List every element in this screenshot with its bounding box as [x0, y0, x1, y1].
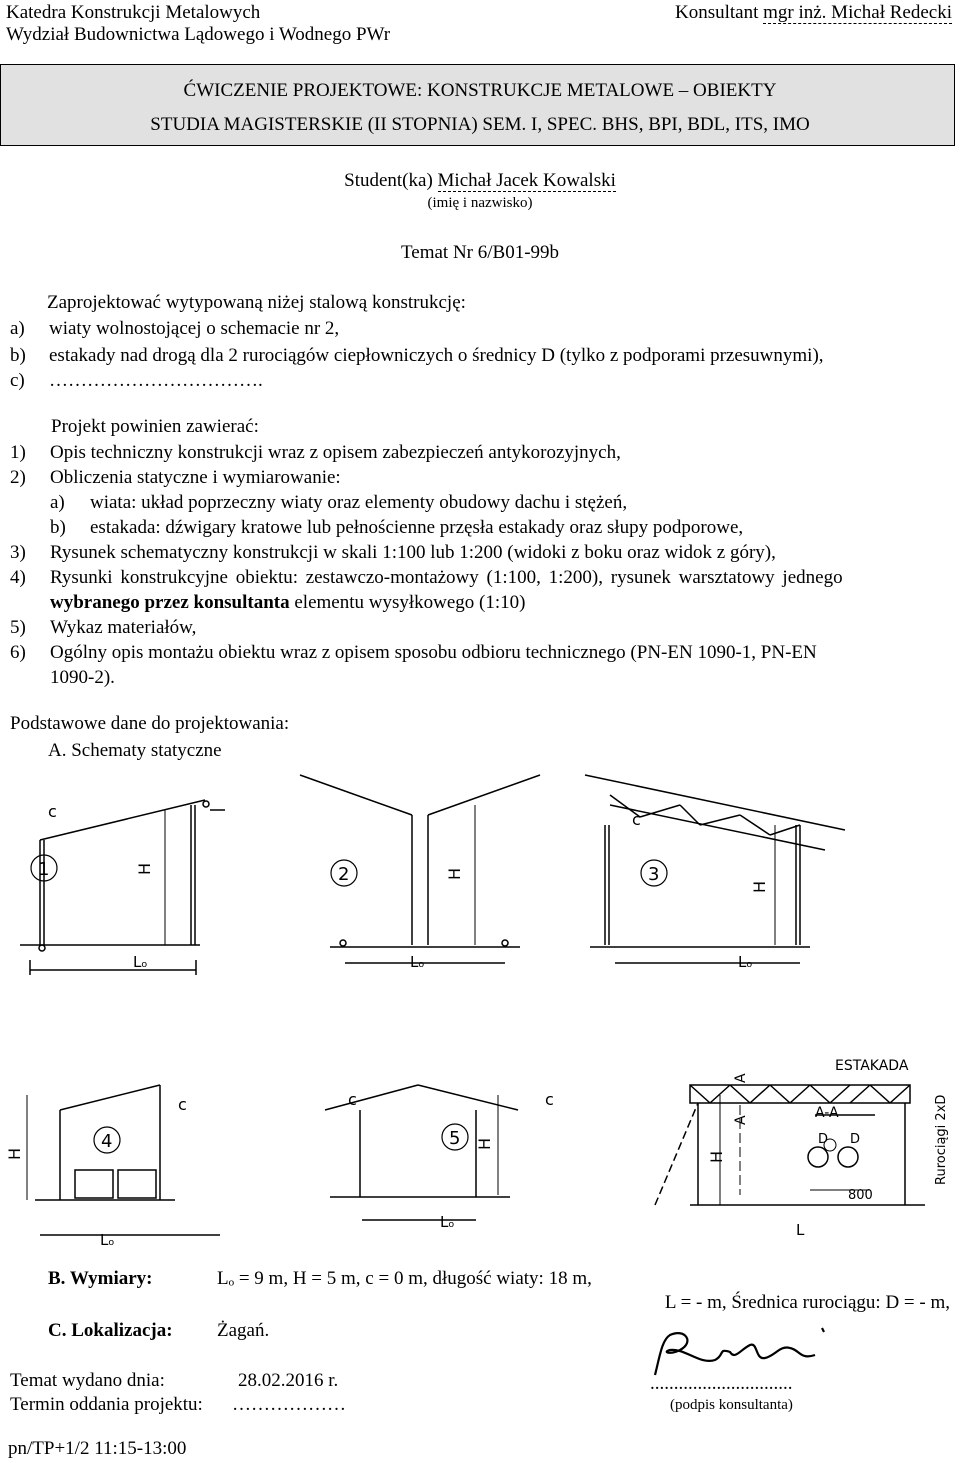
project-subitem: b) estakada: dźwigary kratowe lub pełnościenne przęsła estakady oraz słupy podporowe, [50, 517, 744, 538]
topic-number: Temat Nr 6/B01-99b [400, 242, 560, 263]
due-value: ……………… [232, 1394, 346, 1415]
estakada-title: ESTAKADA [835, 1058, 909, 1074]
scheme-5 [325, 1085, 554, 1231]
label-c: c [348, 1090, 357, 1109]
project-item: 4) Rysunki konstrukcyjne obiektu: zestawczo-montażowy (1:100, 1:200), rysunek warsztatowy jednego [10, 567, 843, 588]
project-item-cont: 1090-2). [50, 667, 115, 688]
label-h: H [135, 862, 154, 875]
scheme-1 [20, 800, 225, 975]
scheme-4 [5, 1085, 220, 1249]
section-mark-a: A [733, 1073, 749, 1083]
task-item: c) ……………………………. [10, 370, 263, 391]
consultant-name: mgr inż. Michał Redecki [763, 2, 952, 23]
label-c: c [545, 1090, 554, 1109]
task-item: a) wiaty wolnostojącej o schemacie nr 2, [10, 318, 340, 339]
project-subitem: a) wiata: układ poprzeczny wiaty oraz elementy obudowy dachu i stężeń, [50, 492, 628, 513]
pipes-label: Rurociągi 2xD [934, 1094, 949, 1185]
project-item-cont: wybranego przez konsultanta elementu wysyłkowego (1:10) [50, 592, 526, 613]
dims-text: Lₒ = 9 m, H = 5 m, c = 0 m, długość wiaty: 18 m, [217, 1268, 592, 1289]
location-value: Żagań. [217, 1320, 270, 1341]
section-mark-a: A [733, 1115, 749, 1125]
basics-subheading: A. Schematy statyczne [48, 740, 222, 761]
label-l: L [796, 1221, 805, 1239]
label-h: H [707, 1150, 726, 1163]
dims-label: B. Wymiary: [48, 1268, 153, 1289]
consultant [675, 2, 952, 24]
task-heading: Zaprojektować wytypowaną niżej stalową konstrukcję: [47, 292, 466, 313]
banner-line1: ĆWICZENIE PROJEKTOWE: KONSTRUKCJE METALOWE – OBIEKTY [183, 80, 777, 101]
project-item: 5) Wykaz materiałów, [10, 617, 197, 638]
dims-text-2: L = - m, Średnica rurociągu: D = - m, [664, 1292, 950, 1313]
project-item: 2) Obliczenia statyczne i wymiarowanie: [10, 467, 341, 488]
due-label: Termin oddania projektu: [10, 1394, 203, 1415]
scheme-3 [585, 775, 845, 971]
label-c: c [632, 810, 641, 829]
label-d: D [850, 1132, 861, 1147]
project-heading: Projekt powinien zawierać: [51, 416, 259, 437]
faculty-name: Wydział Budownictwa Lądowego i Wodnego PWr [6, 24, 391, 45]
scheme-2 [300, 775, 540, 971]
label-lo: Lₒ [440, 1213, 455, 1231]
static-schemes-drawing [0, 765, 960, 1265]
label-h: H [445, 867, 464, 880]
student-name: Michał Jacek Kowalski [437, 170, 616, 191]
label-c: c [178, 1095, 187, 1114]
dim-800: 800 [848, 1188, 873, 1203]
signature-line: .............................. [650, 1373, 793, 1394]
label-lo: Lₒ [133, 953, 148, 971]
label-h: H [475, 1137, 494, 1150]
section-aa: A-A [815, 1105, 839, 1121]
scheme-estakada [655, 1058, 949, 1239]
issued-label: Temat wydano dnia: [10, 1370, 165, 1391]
scheme-number: 3 [648, 864, 660, 885]
label-c: c [48, 802, 57, 821]
dept-name: Katedra Konstrukcji Metalowych [6, 2, 261, 23]
label-d: D [818, 1132, 829, 1147]
label-lo: Lₒ [738, 953, 753, 971]
basics-heading: Podstawowe dane do projektowania: [10, 713, 290, 734]
label-lo: Lₒ [100, 1231, 115, 1249]
task-item: b) estakady nad drogą dla 2 rurociągów ciepłowniczych o średnicy D (tylko z podporami przesuwnymi), [10, 345, 824, 366]
student-line [0, 170, 960, 192]
scheme-number: 2 [338, 864, 350, 885]
scheme-number: 4 [101, 1131, 113, 1152]
label-h: H [5, 1147, 24, 1160]
consultant-label: Konsultant [674, 2, 759, 23]
location-label: C. Lokalizacja: [48, 1320, 173, 1341]
student-hint: (imię i nazwisko) [427, 195, 533, 211]
scheme-number: 5 [449, 1128, 461, 1149]
scheme-number: 1 [38, 859, 50, 880]
student-label: Student(ka) [344, 170, 433, 191]
project-item: 6) Ogólny opis montażu obiektu wraz z opisem sposobu odbioru technicznego (PN-EN 1090-1, PN-EN [10, 642, 817, 663]
consultant-signature [640, 1320, 840, 1380]
banner-line2: STUDIA MAGISTERSKIE (II STOPNIA) SEM. I, SPEC. BHS, BPI, BDL, ITS, IMO [150, 114, 810, 135]
signature-hint: (podpis konsultanta) [670, 1397, 793, 1413]
issued-date: 28.02.2016 r. [238, 1370, 339, 1391]
label-h: H [750, 880, 769, 893]
label-lo: Lₒ [410, 953, 425, 971]
project-item: 1) Opis techniczny konstrukcji wraz z opisem zabezpieczeń antykorozyjnych, [10, 442, 621, 463]
group-code: pn/TP+1/2 11:15-13:00 [8, 1438, 187, 1459]
project-item: 3) Rysunek schematyczny konstrukcji w skali 1:100 lub 1:200 (widoki z boku oraz widok z góry), [10, 542, 776, 563]
